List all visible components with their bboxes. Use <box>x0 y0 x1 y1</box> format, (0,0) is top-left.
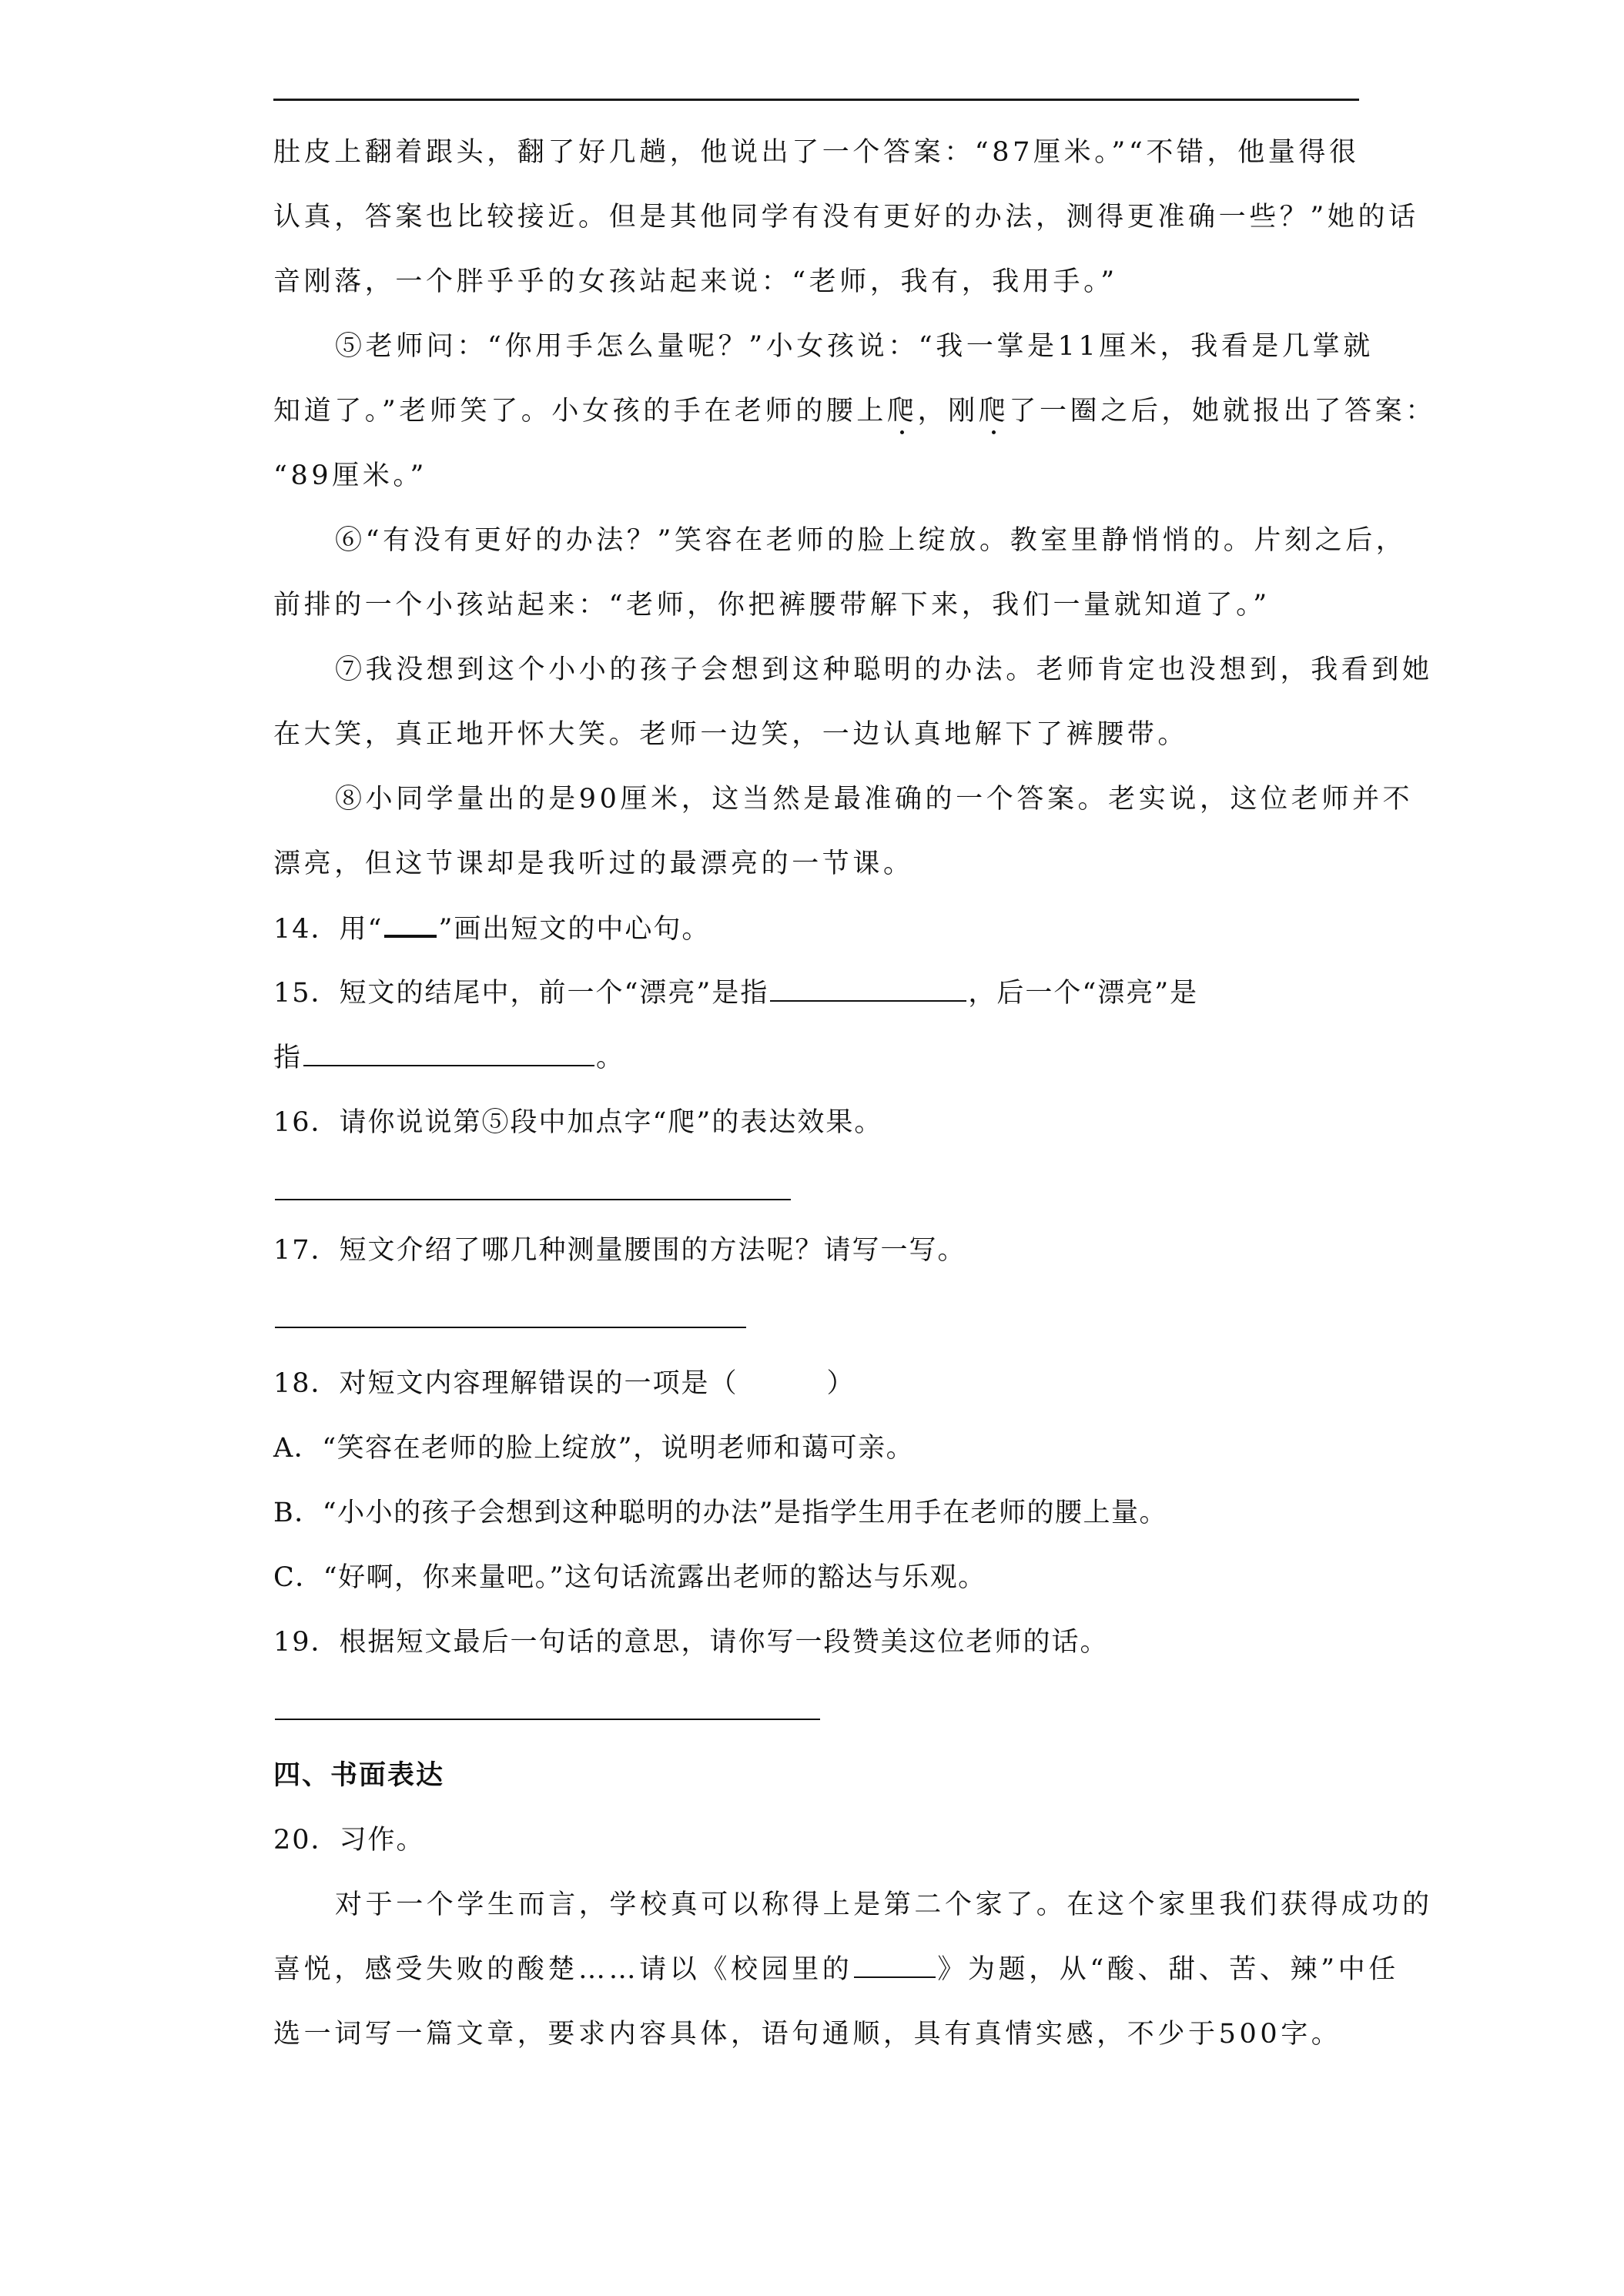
passage-line-3: 音刚落，一个胖乎乎的女孩站起来说：“老师，我有，我用手。” <box>273 266 1118 297</box>
question-15-line2-post: 。 <box>596 1043 625 1073</box>
question-19: 19．根据短文最后一句话的意思，请你写一段赞美这位老师的话。 <box>273 1627 1109 1658</box>
essay-prompt-line-2-pre: 喜悦，感受失败的酸楚……请以《校园里的 <box>273 1954 853 1985</box>
paragraph-8-line-1: ⑧小同学量出的是90厘米，这当然是最准确的一个答案。老实说，这位老师并不 <box>335 784 1414 815</box>
essay-title-blank[interactable] <box>854 1955 936 1978</box>
question-20: 20．习作。 <box>273 1825 425 1856</box>
question-15-line2-pre: 指 <box>273 1043 303 1073</box>
question-14-pre: 14．用“ <box>273 914 383 945</box>
header-rule <box>273 99 1359 101</box>
paragraph-6-line-1: ⑥“有没有更好的办法？”笑容在老师的脸上绽放。教室里静悄悄的。片刻之后， <box>335 525 1407 556</box>
paragraph-5-line-2 <box>273 396 1436 427</box>
question-18-stem-close: ） <box>826 1368 856 1399</box>
answer-blank-15b[interactable] <box>303 1043 594 1066</box>
paragraph-8-line-2: 漂亮，但这节课却是我听过的最漂亮的一节课。 <box>273 848 914 879</box>
essay-prompt-line-1: 对于一个学生而言，学校真可以称得上是第二个家了。在这个家里我们获得成功的 <box>335 1889 1433 1920</box>
option-c: C．“好啊，你来量吧。”这句话流露出老师的豁达与乐观。 <box>273 1562 986 1593</box>
paragraph-7-line-2: 在大笑，真正地开怀大笑。老师一边笑，一边认真地解下了裤腰带。 <box>273 719 1189 750</box>
essay-prompt-line-2 <box>273 1954 1399 1985</box>
paragraph-7-line-1: ⑦我没想到这个小小的孩子会想到这种聪明的办法。老师肯定也没想到，我看到她 <box>335 654 1433 685</box>
emphasized-char-pa: 爬 <box>887 396 918 427</box>
paragraph-5-text-b: ，刚 <box>917 396 979 427</box>
question-15 <box>273 978 1363 1009</box>
question-15-mid: ，后一个“漂亮”是 <box>968 978 1199 1009</box>
answer-blank-15a[interactable] <box>770 979 966 1002</box>
essay-prompt-line-3: 选一词写一篇文章，要求内容具体，语句通顺，具有真情实感，不少于500字。 <box>273 2019 1342 2050</box>
paragraph-5-line-1: ⑤老师问：“你用手怎么量呢？”小女孩说：“我一掌是11厘米，我看是几掌就 <box>335 331 1374 362</box>
answer-line-19[interactable] <box>275 1719 820 1720</box>
question-17: 17．短文介绍了哪几种测量腰围的方法呢？请写一写。 <box>273 1235 966 1266</box>
essay-prompt-line-2-post: 》为题，从“酸、甜、苦、辣”中任 <box>937 1954 1399 1985</box>
answer-line-16[interactable] <box>275 1199 791 1200</box>
question-18 <box>273 1368 1363 1399</box>
emphasized-char-pa-2: 爬 <box>978 396 1010 427</box>
question-16: 16．请你说说第⑤段中加点字“爬”的表达效果。 <box>273 1107 883 1138</box>
question-14-post: ”画出短文的中心句。 <box>438 914 711 945</box>
paragraph-6-line-2: 前排的一个小孩站起来：“老师，你把裤腰带解下来，我们一量就知道了。” <box>273 590 1271 621</box>
answer-line-17[interactable] <box>275 1327 746 1328</box>
passage-line-2: 认真，答案也比较接近。但是其他同学有没有更好的办法，测得更准确一些？”她的话 <box>273 202 1419 233</box>
section-heading: 四、书面表达 <box>273 1759 445 1791</box>
question-18-stem: 18．对短文内容理解错误的一项是（ <box>273 1368 738 1399</box>
option-a: A．“笑容在老师的脸上绽放”，说明老师和蔼可亲。 <box>273 1433 915 1464</box>
passage-line-1: 肚皮上翻着跟头，翻了好几趟，他说出了一个答案：“87厘米。”“不错，他量得很 <box>273 137 1360 168</box>
question-15-pre: 15．短文的结尾中，前一个“漂亮”是指 <box>273 978 769 1009</box>
option-b: B．“小小的孩子会想到这种聪明的办法”是指学生用手在老师的腰上量。 <box>273 1498 1168 1528</box>
underline-sample <box>384 913 437 938</box>
paragraph-5-line-3: “89厘米。” <box>273 460 428 491</box>
question-15-line-2 <box>273 1043 1363 1073</box>
question-14 <box>273 913 1363 945</box>
paragraph-5-text-a: 知道了。”老师笑了。小女孩的手在老师的腰上 <box>273 396 887 427</box>
paragraph-5-text-c: 了一圈之后，她就报出了答案： <box>1009 396 1436 427</box>
